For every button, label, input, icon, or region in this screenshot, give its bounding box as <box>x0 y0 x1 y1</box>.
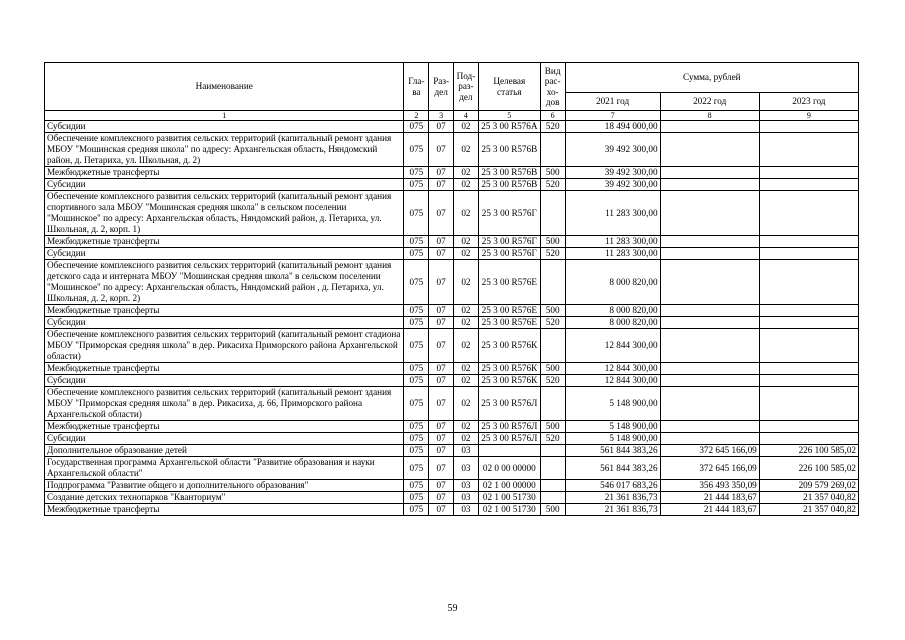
row-glava: 075 <box>404 236 429 248</box>
row-glava: 075 <box>404 445 429 457</box>
row-sum-2021: 8 000 820,00 <box>565 317 660 329</box>
col-number: 6 <box>540 111 565 121</box>
row-vid <box>540 191 565 236</box>
row-podrazdel: 02 <box>454 317 479 329</box>
row-sum-2021: 561 844 383,26 <box>565 457 660 480</box>
row-name: Межбюджетные трансферты <box>45 167 404 179</box>
row-target: 25 3 00 R576Е <box>478 317 540 329</box>
row-target: 25 3 00 R576Г <box>478 191 540 236</box>
table-row <box>45 329 859 363</box>
row-vid: 520 <box>540 179 565 191</box>
header-2021: 2021 год <box>565 93 660 111</box>
row-sum-2023 <box>759 375 858 387</box>
row-sum-2023 <box>759 305 858 317</box>
row-name: Создание детских технопарков "Кванториум" <box>45 492 404 504</box>
budget-table <box>44 62 859 516</box>
row-target: 25 3 00 R576В <box>478 133 540 167</box>
row-podrazdel: 02 <box>454 167 479 179</box>
row-target: 02 1 00 51730 <box>478 492 540 504</box>
row-razdel: 07 <box>429 260 454 305</box>
row-sum-2021: 8 000 820,00 <box>565 260 660 305</box>
row-vid <box>540 457 565 480</box>
row-sum-2022 <box>660 236 759 248</box>
row-glava: 075 <box>404 363 429 375</box>
row-glava: 075 <box>404 167 429 179</box>
row-glava: 075 <box>404 433 429 445</box>
row-sum-2022: 21 444 183,67 <box>660 492 759 504</box>
col-number: 7 <box>565 111 660 121</box>
row-podrazdel: 03 <box>454 504 479 516</box>
row-target: 02 1 00 00000 <box>478 480 540 492</box>
row-sum-2022 <box>660 121 759 133</box>
row-sum-2023 <box>759 387 858 421</box>
row-razdel: 07 <box>429 363 454 375</box>
row-sum-2022 <box>660 375 759 387</box>
table-row <box>45 387 859 421</box>
row-name: Обеспечение комплексного развития сельских территорий (капитальный ремонт здания спортивного зала МБОУ "Мошинская средняя школа" в сельском поселении "Мошинское" по адресу: Архангельская область, Няндомский район, д. Петариха, ул. Школьная, д. 2, корп. 1) <box>45 191 404 236</box>
row-name: Межбюджетные трансферты <box>45 504 404 516</box>
row-sum-2023: 226 100 585,02 <box>759 457 858 480</box>
row-vid: 500 <box>540 305 565 317</box>
row-sum-2021: 21 361 836,73 <box>565 504 660 516</box>
table-row <box>45 421 859 433</box>
row-vid: 520 <box>540 121 565 133</box>
header-target: Целевая статья <box>478 63 540 111</box>
row-sum-2022 <box>660 179 759 191</box>
row-sum-2022 <box>660 133 759 167</box>
row-glava: 075 <box>404 375 429 387</box>
row-sum-2023 <box>759 363 858 375</box>
row-podrazdel: 02 <box>454 179 479 191</box>
row-sum-2021: 546 017 683,26 <box>565 480 660 492</box>
row-target: 25 3 00 R576Л <box>478 387 540 421</box>
row-vid <box>540 260 565 305</box>
table-row <box>45 492 859 504</box>
row-name: Субсидии <box>45 121 404 133</box>
table-row <box>45 133 859 167</box>
col-number: 1 <box>45 111 404 121</box>
header-glava: Гла- ва <box>404 63 429 111</box>
row-razdel: 07 <box>429 191 454 236</box>
row-glava: 075 <box>404 421 429 433</box>
row-razdel: 07 <box>429 387 454 421</box>
table-row <box>45 191 859 236</box>
row-target: 25 3 00 R576Г <box>478 248 540 260</box>
row-sum-2022 <box>660 317 759 329</box>
row-podrazdel: 02 <box>454 236 479 248</box>
row-razdel: 07 <box>429 305 454 317</box>
header-podrazdel: Под- раз- дел <box>454 63 479 111</box>
row-target: 25 3 00 R576В <box>478 167 540 179</box>
row-target: 25 3 00 R576К <box>478 375 540 387</box>
row-glava: 075 <box>404 248 429 260</box>
row-sum-2022 <box>660 329 759 363</box>
row-glava: 075 <box>404 457 429 480</box>
row-target: 25 3 00 R576В <box>478 179 540 191</box>
row-sum-2021: 561 844 383,26 <box>565 445 660 457</box>
row-podrazdel: 02 <box>454 248 479 260</box>
row-sum-2021: 12 844 300,00 <box>565 375 660 387</box>
row-sum-2021: 5 148 900,00 <box>565 433 660 445</box>
header-2022: 2022 год <box>660 93 759 111</box>
row-sum-2022 <box>660 387 759 421</box>
row-razdel: 07 <box>429 329 454 363</box>
row-target: 25 3 00 R576Г <box>478 236 540 248</box>
row-sum-2022 <box>660 248 759 260</box>
col-number: 5 <box>478 111 540 121</box>
row-podrazdel: 02 <box>454 260 479 305</box>
header-name: Наименование <box>45 63 404 111</box>
row-sum-2021: 39 492 300,00 <box>565 133 660 167</box>
table-row <box>45 317 859 329</box>
row-name: Обеспечение комплексного развития сельских территорий (капитальный ремонт здания МБОУ "Мошинская средняя школа" по адресу: Архангельская область, Няндомский район, д. Петариха, ул. Школьная, д. 2) <box>45 133 404 167</box>
row-sum-2021: 21 361 836,73 <box>565 492 660 504</box>
row-sum-2022: 21 444 183,67 <box>660 504 759 516</box>
row-sum-2023 <box>759 317 858 329</box>
row-target <box>478 445 540 457</box>
row-target: 25 3 00 R576Е <box>478 260 540 305</box>
row-name: Обеспечение комплексного развития сельских территорий (капитальный ремонт здания детского сада и интерната МБОУ "Мошинская средняя школа" в сельском поселении "Мошинское" по адресу: Архангельская область, Няндомский район , д. Петариха, ул. Школьная, д. 2, корп. 2) <box>45 260 404 305</box>
row-sum-2023 <box>759 329 858 363</box>
row-sum-2023: 226 100 585,02 <box>759 445 858 457</box>
header-vid: Вид рас- хо- дов <box>540 63 565 111</box>
row-sum-2021: 12 844 300,00 <box>565 363 660 375</box>
row-vid <box>540 492 565 504</box>
row-vid: 520 <box>540 433 565 445</box>
row-glava: 075 <box>404 387 429 421</box>
row-podrazdel: 02 <box>454 329 479 363</box>
row-vid: 500 <box>540 363 565 375</box>
row-glava: 075 <box>404 179 429 191</box>
row-sum-2023: 21 357 040,82 <box>759 504 858 516</box>
table-row <box>45 121 859 133</box>
row-sum-2023 <box>759 133 858 167</box>
header-razdel: Раз- дел <box>429 63 454 111</box>
row-glava: 075 <box>404 191 429 236</box>
row-sum-2023 <box>759 421 858 433</box>
row-sum-2021: 8 000 820,00 <box>565 305 660 317</box>
col-number: 8 <box>660 111 759 121</box>
row-target: 25 3 00 R576Е <box>478 305 540 317</box>
col-number: 2 <box>404 111 429 121</box>
row-razdel: 07 <box>429 179 454 191</box>
row-name: Дополнительное образование детей <box>45 445 404 457</box>
row-name: Государственная программа Архангельской области "Развитие образования и науки Архангельской области" <box>45 457 404 480</box>
row-podrazdel: 03 <box>454 445 479 457</box>
row-razdel: 07 <box>429 236 454 248</box>
row-sum-2021: 11 283 300,00 <box>565 191 660 236</box>
row-name: Субсидии <box>45 317 404 329</box>
row-razdel: 07 <box>429 457 454 480</box>
row-sum-2022 <box>660 191 759 236</box>
row-target: 02 0 00 00000 <box>478 457 540 480</box>
row-target: 25 3 00 R576К <box>478 363 540 375</box>
row-name: Субсидии <box>45 433 404 445</box>
row-sum-2021: 11 283 300,00 <box>565 248 660 260</box>
row-razdel: 07 <box>429 492 454 504</box>
row-sum-2023 <box>759 433 858 445</box>
table-row <box>45 167 859 179</box>
row-vid: 500 <box>540 421 565 433</box>
row-sum-2022: 356 493 350,09 <box>660 480 759 492</box>
row-glava: 075 <box>404 260 429 305</box>
row-sum-2021: 39 492 300,00 <box>565 167 660 179</box>
row-vid: 520 <box>540 375 565 387</box>
row-sum-2023 <box>759 121 858 133</box>
row-name: Обеспечение комплексного развития сельских территорий (капитальный ремонт здания МБОУ "Приморская средняя школа" в дер. Рикасиха, д. 66, Приморского района Архангельской области) <box>45 387 404 421</box>
row-vid: 500 <box>540 236 565 248</box>
row-name: Межбюджетные трансферты <box>45 305 404 317</box>
table-row <box>45 248 859 260</box>
row-glava: 075 <box>404 121 429 133</box>
table-row <box>45 433 859 445</box>
row-name: Межбюджетные трансферты <box>45 363 404 375</box>
row-sum-2023 <box>759 167 858 179</box>
table-row <box>45 363 859 375</box>
row-vid <box>540 445 565 457</box>
row-sum-2022 <box>660 433 759 445</box>
row-sum-2022: 372 645 166,09 <box>660 445 759 457</box>
row-razdel: 07 <box>429 433 454 445</box>
row-sum-2021: 12 844 300,00 <box>565 329 660 363</box>
row-sum-2022 <box>660 421 759 433</box>
row-glava: 075 <box>404 317 429 329</box>
row-razdel: 07 <box>429 480 454 492</box>
row-razdel: 07 <box>429 317 454 329</box>
table-row <box>45 260 859 305</box>
table-row <box>45 305 859 317</box>
row-target: 25 3 00 R576А <box>478 121 540 133</box>
col-number: 3 <box>429 111 454 121</box>
row-vid: 500 <box>540 167 565 179</box>
row-razdel: 07 <box>429 421 454 433</box>
row-glava: 075 <box>404 329 429 363</box>
row-podrazdel: 02 <box>454 305 479 317</box>
row-podrazdel: 02 <box>454 121 479 133</box>
row-vid <box>540 480 565 492</box>
row-podrazdel: 02 <box>454 133 479 167</box>
row-name: Подпрограмма "Развитие общего и дополнительного образования" <box>45 480 404 492</box>
row-razdel: 07 <box>429 248 454 260</box>
row-sum-2021: 5 148 900,00 <box>565 421 660 433</box>
row-podrazdel: 02 <box>454 421 479 433</box>
row-podrazdel: 03 <box>454 457 479 480</box>
table-row <box>45 480 859 492</box>
table-row <box>45 236 859 248</box>
row-glava: 075 <box>404 480 429 492</box>
row-razdel: 07 <box>429 445 454 457</box>
row-sum-2021: 11 283 300,00 <box>565 236 660 248</box>
row-podrazdel: 02 <box>454 433 479 445</box>
row-vid: 520 <box>540 317 565 329</box>
row-sum-2023 <box>759 248 858 260</box>
col-number: 4 <box>454 111 479 121</box>
row-glava: 075 <box>404 504 429 516</box>
row-sum-2023 <box>759 191 858 236</box>
row-glava: 075 <box>404 305 429 317</box>
page-number: 59 <box>447 603 458 614</box>
row-sum-2021: 18 494 000,00 <box>565 121 660 133</box>
row-name: Межбюджетные трансферты <box>45 236 404 248</box>
row-glava: 075 <box>404 492 429 504</box>
row-razdel: 07 <box>429 121 454 133</box>
row-podrazdel: 03 <box>454 492 479 504</box>
column-number-row <box>45 111 859 121</box>
row-sum-2023 <box>759 179 858 191</box>
table-row <box>45 504 859 516</box>
row-sum-2022 <box>660 305 759 317</box>
row-name: Обеспечение комплексного развития сельских территорий (капитальный ремонт стадиона МБОУ "Приморская средняя школа" в дер. Рикасиха Приморского района Архангельской области) <box>45 329 404 363</box>
row-razdel: 07 <box>429 375 454 387</box>
row-sum-2023: 209 579 269,02 <box>759 480 858 492</box>
row-podrazdel: 02 <box>454 387 479 421</box>
row-name: Субсидии <box>45 248 404 260</box>
row-razdel: 07 <box>429 504 454 516</box>
row-vid <box>540 133 565 167</box>
row-sum-2022 <box>660 167 759 179</box>
row-name: Субсидии <box>45 179 404 191</box>
row-target: 02 1 00 51730 <box>478 504 540 516</box>
row-sum-2023 <box>759 260 858 305</box>
col-number: 9 <box>759 111 858 121</box>
table-row <box>45 457 859 480</box>
row-sum-2021: 5 148 900,00 <box>565 387 660 421</box>
row-razdel: 07 <box>429 167 454 179</box>
row-name: Субсидии <box>45 375 404 387</box>
row-vid: 520 <box>540 248 565 260</box>
row-razdel: 07 <box>429 133 454 167</box>
row-target: 25 3 00 R576Л <box>478 433 540 445</box>
row-vid <box>540 329 565 363</box>
table-row <box>45 179 859 191</box>
row-sum-2021: 39 492 300,00 <box>565 179 660 191</box>
row-podrazdel: 02 <box>454 363 479 375</box>
row-sum-2023 <box>759 236 858 248</box>
row-target: 25 3 00 R576К <box>478 329 540 363</box>
row-podrazdel: 02 <box>454 191 479 236</box>
row-sum-2022 <box>660 363 759 375</box>
row-vid: 500 <box>540 504 565 516</box>
table-row <box>45 375 859 387</box>
table-row <box>45 445 859 457</box>
row-podrazdel: 03 <box>454 480 479 492</box>
row-sum-2022 <box>660 260 759 305</box>
row-name: Межбюджетные трансферты <box>45 421 404 433</box>
row-sum-2022: 372 645 166,09 <box>660 457 759 480</box>
header-sum: Сумма, рублей <box>565 63 858 93</box>
header-2023: 2023 год <box>759 93 858 111</box>
row-target: 25 3 00 R576Л <box>478 421 540 433</box>
row-sum-2023: 21 357 040,82 <box>759 492 858 504</box>
row-glava: 075 <box>404 133 429 167</box>
row-podrazdel: 02 <box>454 375 479 387</box>
row-vid <box>540 387 565 421</box>
